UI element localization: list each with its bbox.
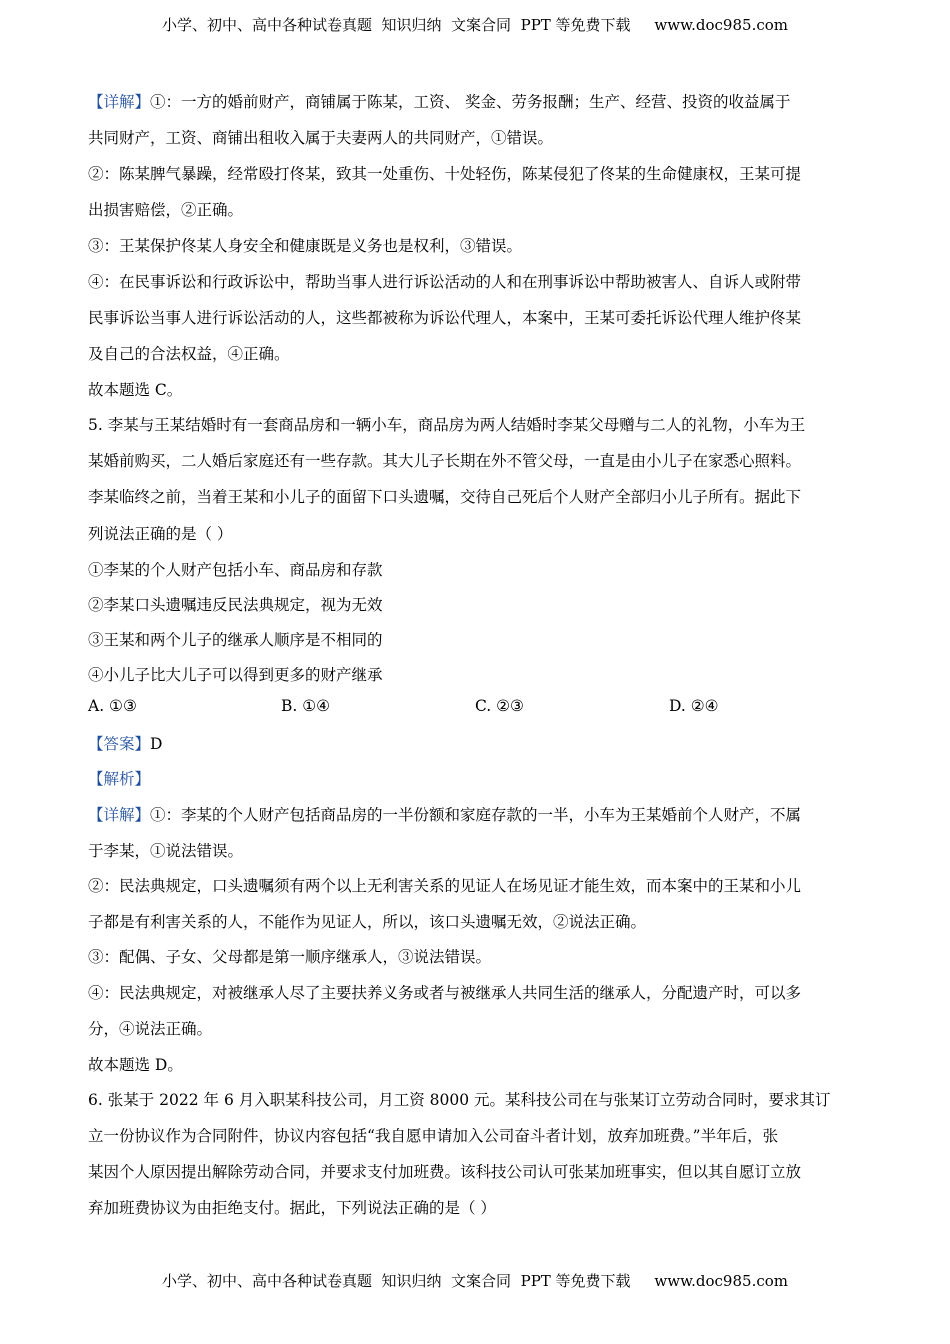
text-line: 故本题选 D。 xyxy=(88,1056,183,1074)
answer-value: D xyxy=(150,735,163,753)
question-6: 6. 张某于 2022 年 6 月入职某科技公司，月工资 8000 元。某科技公司在与张某订立劳动合同时，要求其订 xyxy=(88,1091,831,1109)
text-line: 弃加班费协议为由拒绝支付。据此，下列说法正确的是（ ） xyxy=(88,1199,496,1217)
detail-line xyxy=(88,90,790,112)
text-line: 李某临终之前，当着王某和小儿子的面留下口头遗嘱，交待自己死后个人财产全部归小儿子所有。据此下 xyxy=(88,488,802,506)
text-line: 列说法正确的是（ ） xyxy=(88,525,233,543)
text-line: ②：陈某脾气暴躁，经常殴打佟某，致其一处重伤、十处轻伤，陈某侵犯了佟某的生命健康权，王某可提 xyxy=(88,165,802,183)
statement: ③王某和两个儿子的继承人顺序是不相同的 xyxy=(88,631,383,649)
text: ①：李某的个人财产包括商品房的一半份额和家庭存款的一半，小车为王某婚前个人财产，不属 xyxy=(150,806,802,824)
text-line: 共同财产，工资、商铺出租收入属于夫妻两人的共同财产，①错误。 xyxy=(88,129,554,147)
question-5: 5. 李某与王某结婚时有一套商品房和一辆小车，商品房为两人结婚时李某父母赠与二人的礼物，小车为王 xyxy=(88,416,806,434)
text-line: ③：王某保护佟某人身安全和健康既是义务也是权利，③错误。 xyxy=(88,237,523,255)
text-line: 某因个人原因提出解除劳动合同，并要求支付加班费。该科技公司认可张某加班事实，但以其自愿订立放 xyxy=(88,1163,802,1181)
text-line: 故本题选 C。 xyxy=(88,381,183,399)
detail-line xyxy=(88,803,801,825)
text-line: 分，④说法正确。 xyxy=(88,1020,213,1038)
detail-tag: 【详解】 xyxy=(88,93,151,111)
option-a: A. ①③ xyxy=(88,697,137,715)
answer-tag: 【答案】 xyxy=(88,735,151,753)
analysis-tag: 【解析】 xyxy=(88,770,151,788)
text-line: 出损害赔偿，②正确。 xyxy=(88,201,244,219)
option-d: D. ②④ xyxy=(669,697,719,715)
page-header: 小学、初中、高中各种试卷真题 知识归纳 文案合同 PPT 等免费下载 www.doc985.com xyxy=(161,16,788,34)
page-footer: 小学、初中、高中各种试卷真题 知识归纳 文案合同 PPT 等免费下载 www.doc985.com xyxy=(161,1272,788,1290)
statement: ①李某的个人财产包括小车、商品房和存款 xyxy=(88,561,383,579)
text: ①：一方的婚前财产，商铺属于陈某，工资、 奖金、劳务报酬；生产、经营、投资的收益属于 xyxy=(150,93,791,111)
option-b: B. ①④ xyxy=(281,697,331,715)
answer-line xyxy=(88,732,162,754)
text-line: 民事诉讼当事人进行诉讼活动的人，这些都被称为诉讼代理人，本案中，王某可委托诉讼代理人维护佟某 xyxy=(88,309,802,327)
text-line: ④：在民事诉讼和行政诉讼中，帮助当事人进行诉讼活动的人和在刑事诉讼中帮助被害人、自诉人或附带 xyxy=(88,273,802,291)
option-c: C. ②③ xyxy=(475,697,524,715)
text-line: 于李某，①说法错误。 xyxy=(88,842,244,860)
text-line: 及自己的合法权益，④正确。 xyxy=(88,345,290,363)
text-line: 子都是有利害关系的人，不能作为见证人，所以，该口头遗嘱无效，②说法正确。 xyxy=(88,913,647,931)
detail-tag: 【详解】 xyxy=(88,806,151,824)
statement: ②李某口头遗嘱违反民法典规定，视为无效 xyxy=(88,596,383,614)
statement: ④小儿子比大儿子可以得到更多的财产继承 xyxy=(88,666,383,684)
text-line: ②：民法典规定，口头遗嘱须有两个以上无利害关系的见证人在场见证才能生效，而本案中的王某和小儿 xyxy=(88,877,802,895)
text-line: 立一份协议作为合同附件，协议内容包括“我自愿申请加入公司奋斗者计划，放弃加班费。”半年后，张 xyxy=(88,1127,779,1145)
text-line: ④：民法典规定，对被继承人尽了主要扶养义务或者与被继承人共同生活的继承人，分配遗产时，可以多 xyxy=(88,984,802,1002)
text-line: ③：配偶、子女、父母都是第一顺序继承人，③说法错误。 xyxy=(88,948,492,966)
text-line: 某婚前购买，二人婚后家庭还有一些存款。其大儿子长期在外不管父母，一直是由小儿子在家悉心照料。 xyxy=(88,452,802,470)
